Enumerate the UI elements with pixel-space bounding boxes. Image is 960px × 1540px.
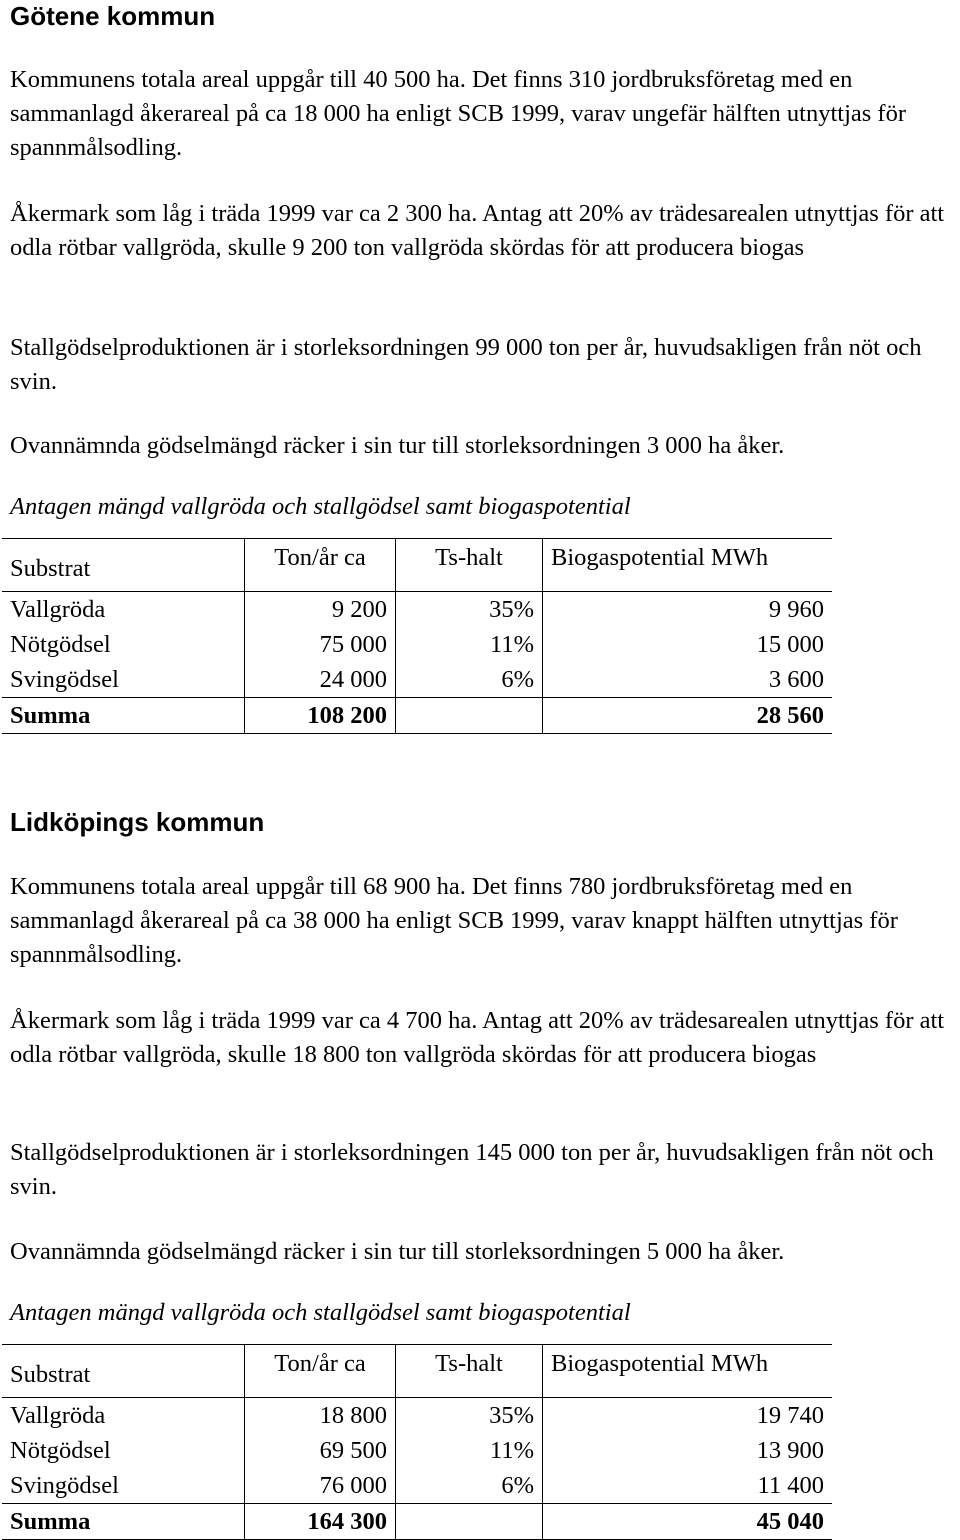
header-ton-ar: Ton/år ca	[245, 539, 396, 592]
cell-summa-ton: 164 300	[245, 1504, 396, 1540]
header-substrat: Substrat	[2, 539, 245, 592]
biogas-table	[2, 538, 832, 734]
paragraph-stallgodsel: Stallgödselproduktionen är i storleksordningen 99 000 ton per år, huvudsakligen från nöt och svin.	[10, 334, 922, 395]
cell-ts-halt: 35%	[396, 1398, 543, 1434]
table-header-row	[2, 539, 832, 592]
cell-ton-ar: 18 800	[245, 1398, 396, 1434]
section-title: Lidköpings kommun	[10, 807, 265, 837]
paragraph-areal: Kommunens totala areal uppgår till 68 900 ha. Det finns 780 jordbruksföretag med en sammanlagd åkerareal på ca 38 000 ha enligt SCB 1999, varav knappt hälften utnyttjas för spannmålsodling.	[10, 873, 898, 968]
cell-summa-biogas: 28 560	[543, 698, 833, 734]
cell-substrat: Svingödsel	[2, 1468, 245, 1504]
header-ts-halt: Ts-halt	[396, 539, 543, 592]
cell-substrat: Nötgödsel	[2, 627, 245, 662]
cell-summa-label: Summa	[2, 1504, 245, 1540]
cell-ton-ar: 76 000	[245, 1468, 396, 1504]
cell-ton-ar: 75 000	[245, 627, 396, 662]
cell-biogaspotential: 9 960	[768, 596, 824, 623]
table-row	[2, 1398, 832, 1434]
cell-summa-ts	[396, 1504, 543, 1540]
table-sum-row	[2, 1504, 832, 1540]
cell-substrat: Svingödsel	[2, 662, 245, 698]
table-row	[2, 662, 832, 698]
header-substrat: Substrat	[2, 1345, 245, 1398]
cell-ts-halt: 6%	[396, 662, 543, 698]
cell-biogaspotential: 15 000	[756, 631, 824, 658]
header-biogaspotential: Biogaspotential MWh	[543, 539, 833, 592]
cell-ts-halt: 11%	[396, 1433, 543, 1468]
cell-summa-ts	[396, 698, 543, 734]
cell-ton-ar: 24 000	[245, 662, 396, 698]
paragraph-trada: Åkermark som låg i träda 1999 var ca 4 700 ha. Antag att 20% av trädesarealen utnyttjas för att odla rötbar vallgröda, skulle 18 800 ton vallgröda skördas för att producera biogas	[10, 1007, 945, 1068]
cell-substrat: Vallgröda	[2, 1398, 245, 1434]
header-ts-halt: Ts-halt	[396, 1345, 543, 1398]
paragraph-godselmangd: Ovannämnda gödselmängd räcker i sin tur till storleksordningen 3 000 ha åker.	[10, 432, 785, 459]
table-row	[2, 627, 832, 662]
cell-ton-ar: 9 200	[245, 592, 396, 628]
cell-substrat: Vallgröda	[2, 592, 245, 628]
header-ton-ar: Ton/år ca	[245, 1345, 396, 1398]
paragraph-areal: Kommunens totala areal uppgår till 40 500 ha. Det finns 310 jordbruksföretag med en sammanlagd åkerareal på ca 18 000 ha enligt SCB 1999, varav ungefär hälften utnyttjas för spannmålsodling.	[10, 66, 906, 161]
cell-ts-halt: 35%	[396, 592, 543, 628]
header-biogaspotential: Biogaspotential MWh	[543, 1345, 833, 1398]
cell-biogaspotential: 3 600	[768, 666, 824, 693]
cell-biogaspotential: 11 400	[757, 1472, 824, 1499]
table-row	[2, 592, 832, 628]
biogas-table	[2, 1344, 832, 1540]
table-header-row	[2, 1345, 832, 1398]
table-caption: Antagen mängd vallgröda och stallgödsel samt biogaspotential	[10, 493, 631, 520]
paragraph-godselmangd: Ovannämnda gödselmängd räcker i sin tur till storleksordningen 5 000 ha åker.	[10, 1238, 785, 1265]
table-caption: Antagen mängd vallgröda och stallgödsel samt biogaspotential	[10, 1299, 631, 1326]
cell-summa-label: Summa	[2, 698, 245, 734]
cell-biogaspotential: 19 740	[756, 1402, 824, 1429]
table-row	[2, 1468, 832, 1504]
cell-summa-ton: 108 200	[245, 698, 396, 734]
section-title: Götene kommun	[10, 1, 216, 31]
cell-ton-ar: 69 500	[245, 1433, 396, 1468]
cell-ts-halt: 11%	[396, 627, 543, 662]
table-row	[2, 1433, 832, 1468]
paragraph-stallgodsel: Stallgödselproduktionen är i storleksordningen 145 000 ton per år, huvudsakligen från nöt och svin.	[10, 1139, 934, 1200]
cell-biogaspotential: 13 900	[756, 1437, 824, 1464]
cell-substrat: Nötgödsel	[2, 1433, 245, 1468]
cell-ts-halt: 6%	[396, 1468, 543, 1504]
paragraph-trada: Åkermark som låg i träda 1999 var ca 2 300 ha. Antag att 20% av trädesarealen utnyttjas för att odla rötbar vallgröda, skulle 9 200 ton vallgröda skördas för att producera biogas	[10, 200, 945, 261]
cell-summa-biogas: 45 040	[543, 1504, 833, 1540]
table-sum-row	[2, 698, 832, 734]
